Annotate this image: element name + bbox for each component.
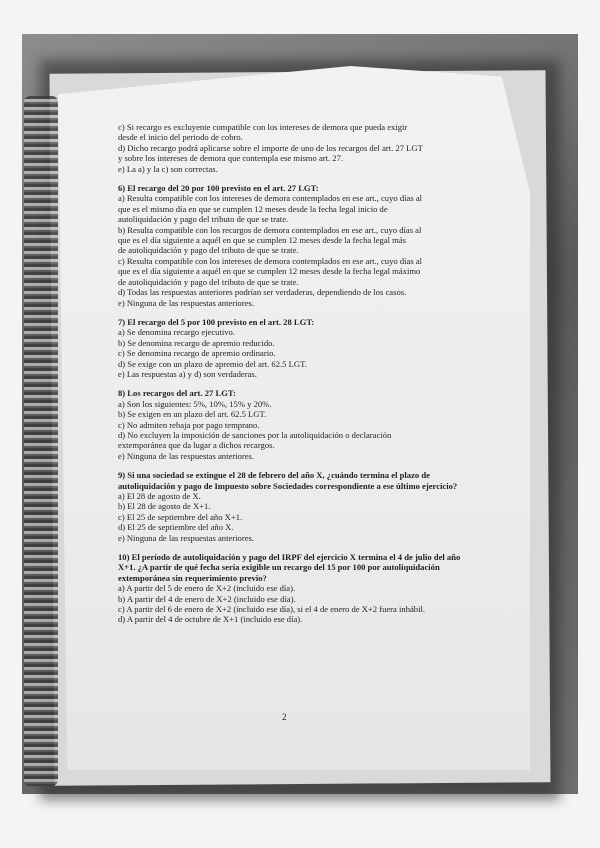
option-line: e) Las respuestas a) y d) son verdaderas. [118,368,257,379]
option-line: c) Se denomina recargo de apremio ordinario. [118,348,276,359]
question-title: 6) El recargo del 20 por 100 previsto en el art. 27 LGT: [118,183,319,194]
option-line: b) Se denomina recargo de apremio reducido. [118,337,275,348]
option-line: a) A partir del 5 de enero de X+2 (incluido ese día). [118,583,296,594]
option-line: de autoliquidación y pago del tributo de que se trate. [118,276,299,287]
option-line: e) Ninguna de las respuestas anteriores. [118,532,255,543]
question-10 [118,552,478,625]
text-line: e) La a) y la c) son correctas. [118,163,218,174]
continuation-block [118,122,478,174]
question-title: 7) El recargo del 5 por 100 previsto en el art. 28 LGT: [118,316,315,327]
option-line: de autoliquidación y pago del tributo de que se trate. [118,245,299,256]
option-line: que es el mismo día en que se cumplen 12 meses desde la fecha legal inicio de [118,203,388,214]
question-9 [118,470,478,543]
page-content [118,122,478,625]
question-title: 10) El período de autoliquidación y pago del IRPF del ejercicio X termina el 4 de julio del año X+1. ¿A partir de qué fecha sería exigible un recargo del 15 por 100 por autoliquidación extemporánea sin requerimiento previo? [118,552,461,583]
option-line: a) Resulta compatible con los intereses de demora contemplados en ese art., cuyo días al [118,193,423,204]
option-line: c) A partir del 6 de enero de X+2 (incluido ese día), si el 4 de enero de X+2 fuera inhábil. [118,604,426,615]
option-line: c) Resulta compatible con los intereses de demora contemplados en ese art., cuyo días al [118,255,423,266]
option-line: a) Se denomina recargo ejecutivo. [118,327,236,338]
option-line: e) Ninguna de las respuestas anteriores. [118,297,255,308]
option-line: c) El 25 de septiembre del año X+1. [118,511,243,522]
question-8 [118,388,478,461]
option-line: que es el día siguiente a aquél en que se cumplen 12 meses desde la fecha legal máximo [118,266,421,277]
option-line: autoliquidación y pago del tributo de que se trate. [118,214,289,225]
spiral-binding [24,96,58,786]
option-line: d) Todas las respuestas anteriores podrían ser verdaderas, dependiendo de los casos. [118,287,407,298]
question-6 [118,183,478,308]
option-line: d) Se exige con un plazo de apremio del art. 62.5 LGT. [118,358,307,369]
question-title: 8) Los recargos del art. 27 LGT: [118,388,236,399]
page-number: 2 [282,712,287,722]
question-7 [118,317,478,379]
option-line: d) El 25 de septiembre del año X. [118,522,234,533]
option-line: e) Ninguna de las respuestas anteriores. [118,450,255,461]
option-line: b) Resulta compatible con los recargos de demora contemplados en ese art., cuyo días al [118,224,422,235]
option-line: b) Se exigen en un plazo del art. 62.5 LGT. [118,409,267,420]
option-line: a) El 28 de agosto de X. [118,491,201,501]
option-line: b) A partir del 4 de enero de X+2 (incluido ese día). [118,593,296,604]
option-line: que es el día siguiente a aquél en que se cumplen 12 meses desde la fecha legal más [118,235,407,246]
text-line: c) Si recargo es excluyente compatible con los intereses de demora que pueda exigir [118,122,408,132]
option-line: d) A partir del 4 de octubre de X+1 (incluido ese día). [118,614,303,625]
option-line: d) No excluyen la imposición de sanciones por la autoliquidación o declaración [118,429,392,440]
text-line: y sobre los intereses de demora que contempla ese mismo art. 27. [118,153,344,164]
question-title: 9) Si una sociedad se extingue el 28 de febrero del año X, ¿cuándo termina el plazo de autoliquidación y pago de Impuesto sobre Sociedades correspondiente a ese último ejercicio? [118,470,458,491]
text-line: d) Dicho recargo podrá aplicarse sobre el importe de uno de los recargos del art. 27 LGT [118,142,423,153]
text-line: desde el inicio del periodo de cobro. [118,132,243,143]
option-line: extemporánea que da lugar a dichos recargos. [118,440,275,451]
option-line: a) Son los siguientes: 5%, 10%, 15% y 20%. [118,398,272,409]
option-line: c) No admiten rebaja por pago temprano. [118,419,260,430]
option-line: b) El 28 de agosto de X+1. [118,501,211,512]
